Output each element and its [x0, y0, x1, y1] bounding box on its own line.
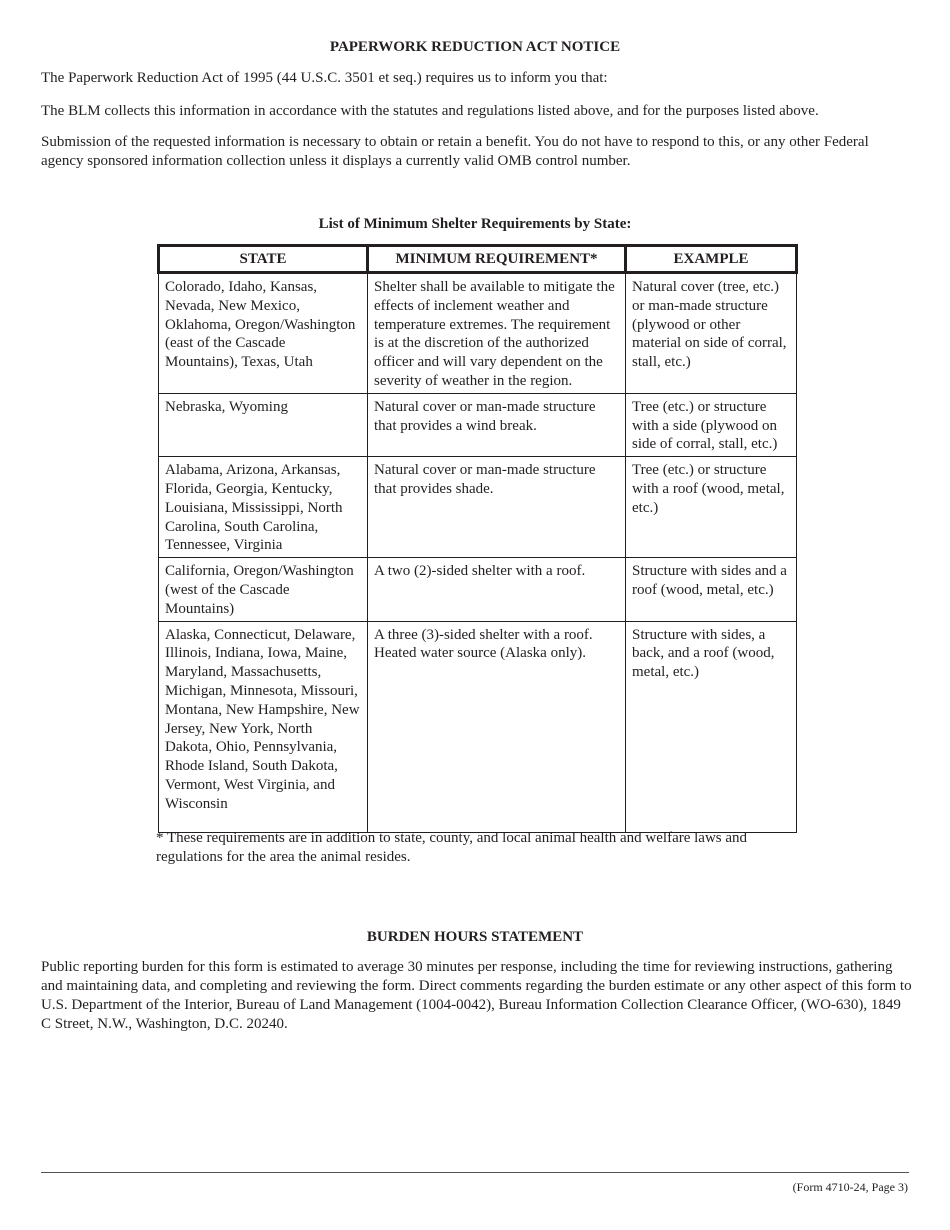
table-row — [159, 273, 797, 394]
notice-paragraph: The BLM collects this information in accordance with the statutes and regulations listed above, and for the purposes listed above. — [41, 103, 819, 119]
table-row — [159, 621, 797, 832]
requirement-cell: A three (3)-sided shelter with a roof. Heated water source (Alaska only). — [368, 621, 626, 832]
table-row — [159, 457, 797, 558]
state-cell: Colorado, Idaho, Kansas, Nevada, New Mexico, Oklahoma, Oregon/Washington (east of the Cascade Mountains), Texas, Utah — [159, 273, 368, 394]
notice-paragraph: The Paperwork Reduction Act of 1995 (44 U.S.C. 3501 et seq.) requires us to inform you that: — [41, 70, 608, 86]
requirement-cell: Shelter shall be available to mitigate the effects of inclement weather and temperature extremes. The requirement is at the discretion of the authorized officer and will vary dependent on the severity of weather in the region. — [368, 273, 626, 394]
table-row — [159, 393, 797, 456]
table-row — [159, 558, 797, 621]
requirement-cell: A two (2)-sided shelter with a roof. — [368, 558, 626, 621]
footer-divider — [41, 1172, 909, 1173]
state-cell: Alabama, Arizona, Arkansas, Florida, Georgia, Kentucky, Louisiana, Mississippi, North Carolina, South Carolina, Tennessee, Virginia — [159, 457, 368, 558]
shelter-requirements-table — [157, 244, 798, 833]
burden-title: BURDEN HOURS STATEMENT — [366, 929, 584, 945]
requirement-cell: Natural cover or man-made structure that provides a wind break. — [368, 393, 626, 456]
example-cell: Structure with sides, a back, and a roof (wood, metal, etc.) — [626, 621, 797, 832]
example-cell: Tree (etc.) or structure with a roof (wood, metal, etc.) — [626, 457, 797, 558]
column-header-state: STATE — [159, 246, 368, 273]
notice-paragraph: Submission of the requested information is necessary to obtain or retain a benefit. You do not have to respond to this, or any other Federal agency sponsored information collection unless it displays a currently valid OMB control number. — [41, 134, 869, 169]
state-cell: California, Oregon/Washington (west of the Cascade Mountains) — [159, 558, 368, 621]
requirement-cell: Natural cover or man-made structure that provides shade. — [368, 457, 626, 558]
notice-title: PAPERWORK REDUCTION ACT NOTICE — [329, 39, 621, 55]
table-footnote: * These requirements are in addition to state, county, and local animal health and welfare laws and regulations for the area the animal resides. — [156, 830, 748, 865]
state-cell: Alaska, Connecticut, Delaware, Illinois, Indiana, Iowa, Maine, Maryland, Massachusetts, Michigan, Minnesota, Missouri, Montana, New Hampshire, New Jersey, New York, North Dakota, Ohio, Pennsylvania, Rhode Island, South Dakota, Vermont, West Virginia, and Wisconsin — [159, 621, 368, 832]
table-header-row — [159, 246, 797, 273]
state-cell: Nebraska, Wyoming — [159, 393, 368, 456]
burden-statement: Public reporting burden for this form is estimated to average 30 minutes per response, including the time for reviewing instructions, gathering and maintaining data, and completing and reviewing the form. Direct comments regarding the burden estimate or any other aspect of this form to U.S. Department of the Interior, Bureau of Land Management (1004-0042), Bureau Information Collection Clearance Officer, (WO-630), 1849 C Street, N.W., Washington, D.C. 20240. — [41, 959, 912, 1032]
form-page-id: (Form 4710-24, Page 3) — [792, 1180, 908, 1194]
example-cell: Tree (etc.) or structure with a side (plywood on side of corral, stall, etc.) — [626, 393, 797, 456]
example-cell: Natural cover (tree, etc.) or man-made structure (plywood or other material on side of corral, stall, etc.) — [626, 273, 797, 394]
column-header-requirement: MINIMUM REQUIREMENT* — [368, 246, 626, 273]
example-cell: Structure with sides and a roof (wood, metal, etc.) — [626, 558, 797, 621]
table-title: List of Minimum Shelter Requirements by State: — [318, 216, 632, 232]
column-header-example: EXAMPLE — [626, 246, 797, 273]
